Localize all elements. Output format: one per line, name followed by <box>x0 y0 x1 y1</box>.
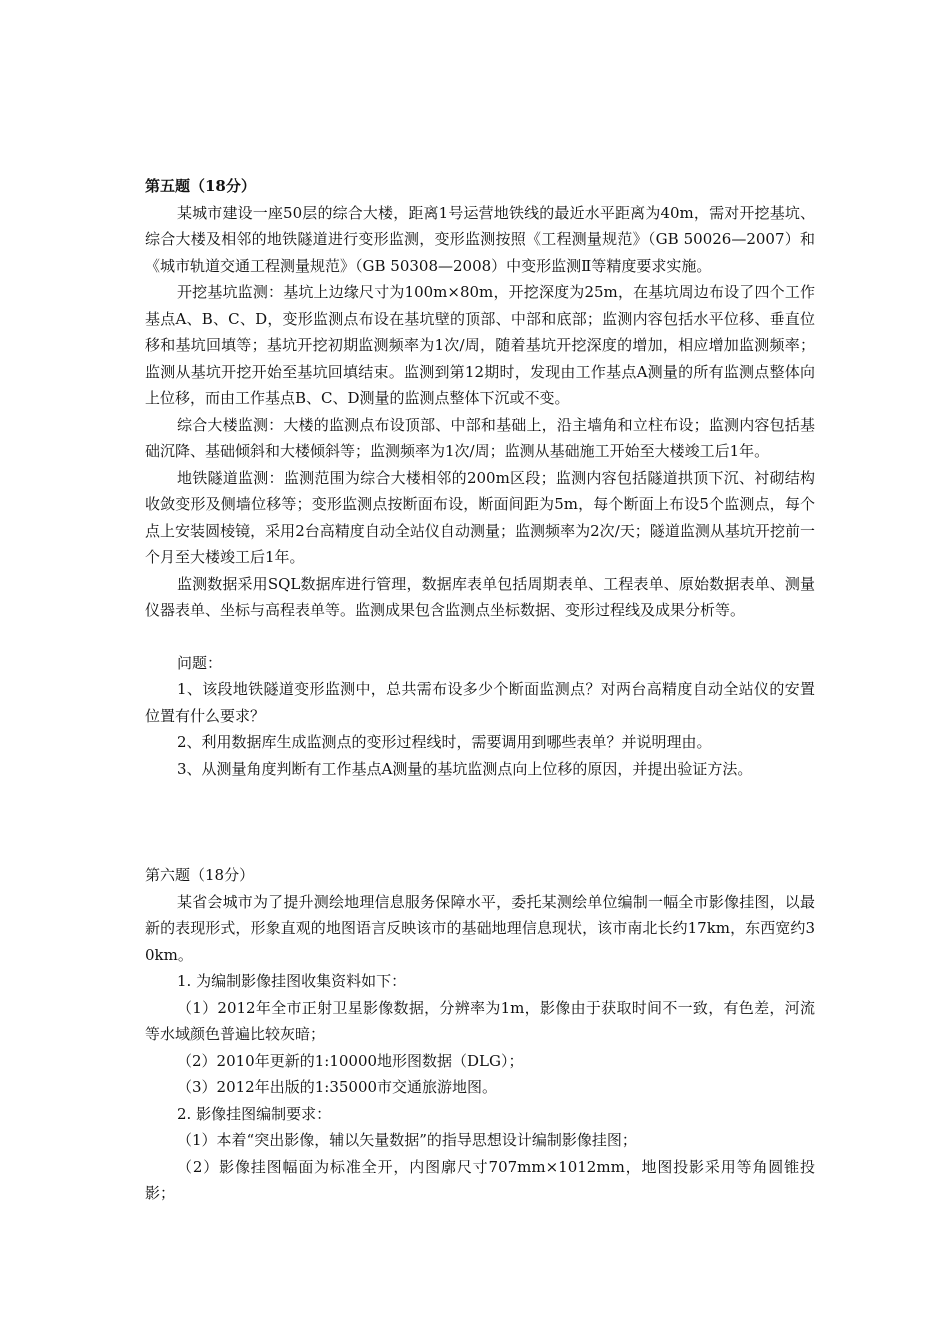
q6-list-item: （1）本着“突出影像，辅以矢量数据”的指导思想设计编制影像挂图； <box>177 1131 637 1149</box>
q6-list-item: （2）影像挂图幅面为标准全开，内图廓尺寸707mm×1012mm，地图投影采用等角圆锥投影； <box>145 1157 815 1202</box>
q5-title: 第五题（18分） <box>145 177 256 195</box>
q6-section-title: 2. 影像挂图编制要求： <box>177 1104 332 1123</box>
document-page <box>145 173 815 1207</box>
q5-paragraph: 综合大楼监测：大楼的监测点布设顶部、中部和基础上，沿主墙角和立柱布设；监测内容包括基础沉降、基础倾斜和大楼倾斜等；监测频率为1次/周；监测从基础施工开始至大楼竣工后1年。 <box>145 415 815 460</box>
q5-question: 1、该段地铁隧道变形监测中，总共需布设多少个断面监测点？对两台高精度自动全站仪的安置位置有什么要求？ <box>145 680 815 725</box>
q5-questions-label: 问题： <box>177 653 223 672</box>
q6-intro: 某省会城市为了提升测绘地理信息服务保障水平，委托某测绘单位编制一幅全市影像挂图，以最新的表现形式，形象直观的地图语言反映该市的基础地理信息现状，该市南北长约17km，东西宽约30km。 <box>145 892 815 964</box>
q6-title: 第六题（18分） <box>145 866 255 884</box>
q5-paragraph: 开挖基坑监测：基坑上边缘尺寸为100m×80m，开挖深度为25m，在基坑周边布设了四个工作基点A、B、C、D，变形监测点布设在基坑壁的顶部、中部和底部；监测内容包括水平位移、垂直位移和基坑回填等；基坑开挖初期监测频率为1次/周，随着基坑开挖深度的增加，相应增加监测频率；监测从基坑开挖开始至基坑回填结束。监测到第12期时，发现由工作基点A测量的所有监测点整体向上位移，而由工作基点B、C、D测量的监测点整体下沉或不变。 <box>145 283 815 407</box>
q6-list-item: （2）2010年更新的1:10000地形图数据（DLG）； <box>177 1051 524 1070</box>
q6-list-item: （3）2012年出版的1:35000市交通旅游地图。 <box>177 1078 498 1096</box>
q5-paragraph: 某城市建设一座50层的综合大楼，距离1号运营地铁线的最近水平距离为40m，需对开挖基坑、综合大楼及相邻的地铁隧道进行变形监测，变形监测按照《工程测量规范》（GB 50026—2007）和《城市轨道交通工程测量规范》（GB 50308—2008）中变形监测Ⅱ等精度要求实施。 <box>145 203 815 275</box>
spacer <box>145 624 815 650</box>
q5-paragraph: 监测数据采用SQL数据库进行管理，数据库表单包括周期表单、工程表单、原始数据表单、测量仪器表单、坐标与高程表单等。监测成果包含监测点坐标数据、变形过程线及成果分析等。 <box>145 574 815 619</box>
q6-list-item: （1）2012年全市正射卫星影像数据，分辨率为1m，影像由于获取时间不一致，有色差，河流等水域颜色普遍比较灰暗； <box>145 998 815 1043</box>
spacer <box>145 782 815 862</box>
q5-question: 2、利用数据库生成监测点的变形过程线时，需要调用到哪些表单？并说明理由。 <box>177 733 712 751</box>
q5-question: 3、从测量角度判断有工作基点A测量的基坑监测点向上位移的原因，并提出验证方法。 <box>177 759 753 778</box>
q6-section-title: 1. 为编制影像挂图收集资料如下： <box>177 972 407 990</box>
q5-paragraph: 地铁隧道监测：监测范围为综合大楼相邻的200m区段；监测内容包括隧道拱顶下沉、衬砌结构收敛变形及侧墙位移等；变形监测点按断面布设，断面间距为5m，每个断面上布设5个监测点，每个点上安装圆棱镜，采用2台高精度自动全站仪自动测量；监测频率为2次/天；隧道监测从基坑开挖前一个月至大楼竣工后1年。 <box>145 468 815 566</box>
